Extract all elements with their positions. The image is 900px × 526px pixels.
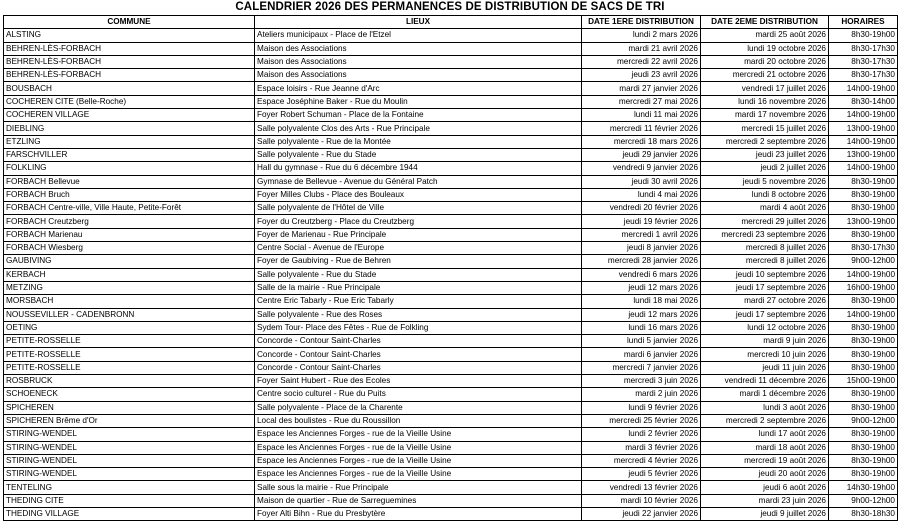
date2-cell: mercredi 2 septembre 2026 — [701, 135, 829, 148]
table-row — [4, 494, 898, 507]
commune-cell: COCHEREN VILLAGE — [4, 109, 255, 122]
lieu-cell: Sydem Tour- Place des Fêtes - Rue de Folkling — [255, 321, 582, 334]
date2-cell: mardi 27 octobre 2026 — [701, 295, 829, 308]
date2-cell: mercredi 15 juillet 2026 — [701, 122, 829, 135]
date1-cell: vendredi 13 février 2026 — [582, 481, 701, 494]
horaires-cell: 13h00-19h00 — [829, 122, 898, 135]
lieu-cell: Foyer du Creutzberg - Place du Creutzberg — [255, 215, 582, 228]
table-row — [4, 295, 898, 308]
date1-cell: mardi 10 février 2026 — [582, 494, 701, 507]
header-date1: DATE 1ERE DISTRIBUTION — [582, 16, 701, 29]
lieu-cell: Foyer Milles Clubs - Place des Bouleaux — [255, 188, 582, 201]
date1-cell: lundi 2 février 2026 — [582, 428, 701, 441]
lieu-cell: Salle polyvalente - Rue du Stade — [255, 268, 582, 281]
header-horaires: HORAIRES — [829, 16, 898, 29]
commune-cell: FORBACH Bellevue — [4, 175, 255, 188]
commune-cell: PETITE-ROSSELLE — [4, 335, 255, 348]
date1-cell: mercredi 25 février 2026 — [582, 414, 701, 427]
header-lieux: LIEUX — [255, 16, 582, 29]
date2-cell: jeudi 5 novembre 2026 — [701, 175, 829, 188]
horaires-cell: 14h00-19h00 — [829, 268, 898, 281]
commune-cell: NOUSSEVILLER - CADENBRONN — [4, 308, 255, 321]
date1-cell: jeudi 12 mars 2026 — [582, 281, 701, 294]
lieu-cell: Espace les Anciennes Forges - rue de la Vieille Usine — [255, 468, 582, 481]
commune-cell: SPICHEREN Brême d'Or — [4, 414, 255, 427]
table-row — [4, 481, 898, 494]
date1-cell: jeudi 23 avril 2026 — [582, 69, 701, 82]
lieu-cell: Salle polyvalente Clos des Arts - Rue Principale — [255, 122, 582, 135]
horaires-cell: 8h30-17h30 — [829, 42, 898, 55]
table-row — [4, 82, 898, 95]
lieu-cell: Concorde - Contour Saint-Charles — [255, 348, 582, 361]
date2-cell: jeudi 10 septembre 2026 — [701, 268, 829, 281]
date2-cell: jeudi 11 juin 2026 — [701, 361, 829, 374]
horaires-cell: 15h00-19h00 — [829, 375, 898, 388]
date2-cell: lundi 16 novembre 2026 — [701, 95, 829, 108]
table-row — [4, 42, 898, 55]
horaires-cell: 8h30-17h30 — [829, 242, 898, 255]
date1-cell: lundi 18 mai 2026 — [582, 295, 701, 308]
date2-cell: lundi 17 août 2026 — [701, 428, 829, 441]
horaires-cell: 13h00-19h00 — [829, 148, 898, 161]
lieu-cell: Foyer Robert Schuman - Place de la Fontaine — [255, 109, 582, 122]
lieu-cell: Foyer Alti Bihn - Rue du Presbytère — [255, 507, 582, 520]
table-row — [4, 388, 898, 401]
commune-cell: TENTELING — [4, 481, 255, 494]
commune-cell: STIRING-WENDEL — [4, 468, 255, 481]
commune-cell: STIRING-WENDEL — [4, 454, 255, 467]
horaires-cell: 8h30-19h00 — [829, 202, 898, 215]
commune-cell: BEHREN-LÈS-FORBACH — [4, 55, 255, 68]
date1-cell: mardi 2 juin 2026 — [582, 388, 701, 401]
date1-cell: jeudi 29 janvier 2026 — [582, 148, 701, 161]
date1-cell: mercredi 4 février 2026 — [582, 454, 701, 467]
date1-cell: jeudi 19 février 2026 — [582, 215, 701, 228]
date1-cell: jeudi 5 février 2026 — [582, 468, 701, 481]
horaires-cell: 8h30-19h00 — [829, 348, 898, 361]
commune-cell: BOUSBACH — [4, 82, 255, 95]
horaires-cell: 8h30-19h00 — [829, 295, 898, 308]
table-row — [4, 361, 898, 374]
commune-cell: GAUBIVING — [4, 255, 255, 268]
date1-cell: mercredi 1 avril 2026 — [582, 228, 701, 241]
lieu-cell: Gymnase de Bellevue - Avenue du Général Patch — [255, 175, 582, 188]
commune-cell: OETING — [4, 321, 255, 334]
table-row — [4, 175, 898, 188]
date2-cell: mercredi 8 juillet 2026 — [701, 255, 829, 268]
lieu-cell: Centre socio culturel - Rue du Puits — [255, 388, 582, 401]
commune-cell: DIEBLING — [4, 122, 255, 135]
date1-cell: mercredi 22 avril 2026 — [582, 55, 701, 68]
lieu-cell: Espace les Anciennes Forges - rue de la Vieille Usine — [255, 428, 582, 441]
distribution-table — [3, 15, 898, 521]
lieu-cell: Foyer de Marienau - Rue Principale — [255, 228, 582, 241]
commune-cell: COCHEREN CITE (Belle-Roche) — [4, 95, 255, 108]
lieu-cell: Foyer Saint Hubert - Rue des Ecoles — [255, 375, 582, 388]
table-row — [4, 414, 898, 427]
date1-cell: lundi 11 mai 2026 — [582, 109, 701, 122]
table-row — [4, 122, 898, 135]
lieu-cell: Maison des Associations — [255, 69, 582, 82]
date1-cell: vendredi 20 février 2026 — [582, 202, 701, 215]
date1-cell: lundi 5 janvier 2026 — [582, 335, 701, 348]
date1-cell: lundi 9 février 2026 — [582, 401, 701, 414]
horaires-cell: 9h00-12h00 — [829, 255, 898, 268]
commune-cell: FORBACH Centre-ville, Ville Haute, Petite-Forêt — [4, 202, 255, 215]
lieu-cell: Espace les Anciennes Forges - rue de la Vieille Usine — [255, 454, 582, 467]
horaires-cell: 8h30-19h00 — [829, 361, 898, 374]
date1-cell: mercredi 7 janvier 2026 — [582, 361, 701, 374]
commune-cell: THEDING CITE — [4, 494, 255, 507]
date2-cell: mardi 23 juin 2026 — [701, 494, 829, 507]
header-row — [4, 16, 898, 29]
date2-cell: mardi 17 novembre 2026 — [701, 109, 829, 122]
table-row — [4, 428, 898, 441]
date2-cell: jeudi 17 septembre 2026 — [701, 308, 829, 321]
date2-cell: jeudi 20 août 2026 — [701, 468, 829, 481]
date2-cell: mercredi 8 juillet 2026 — [701, 242, 829, 255]
date2-cell: mercredi 21 octobre 2026 — [701, 69, 829, 82]
horaires-cell: 8h30-19h00 — [829, 29, 898, 42]
table-row — [4, 281, 898, 294]
table-row — [4, 507, 898, 520]
horaires-cell: 8h30-19h00 — [829, 335, 898, 348]
table-row — [4, 135, 898, 148]
table-row — [4, 148, 898, 161]
commune-cell: PETITE-ROSSELLE — [4, 361, 255, 374]
table-row — [4, 55, 898, 68]
date1-cell: jeudi 30 avril 2026 — [582, 175, 701, 188]
table-row — [4, 268, 898, 281]
horaires-cell: 8h30-19h00 — [829, 468, 898, 481]
horaires-cell: 8h30-19h00 — [829, 401, 898, 414]
date1-cell: mercredi 11 février 2026 — [582, 122, 701, 135]
date2-cell: jeudi 2 juillet 2026 — [701, 162, 829, 175]
date2-cell: mercredi 2 septembre 2026 — [701, 414, 829, 427]
date2-cell: jeudi 17 septembre 2026 — [701, 281, 829, 294]
commune-cell: SPICHEREN — [4, 401, 255, 414]
commune-cell: BEHREN-LÈS-FORBACH — [4, 69, 255, 82]
table-row — [4, 401, 898, 414]
table-row — [4, 242, 898, 255]
table-row — [4, 29, 898, 42]
table-row — [4, 441, 898, 454]
commune-cell: PETITE-ROSSELLE — [4, 348, 255, 361]
date2-cell: vendredi 17 juillet 2026 — [701, 82, 829, 95]
date2-cell: mardi 25 août 2026 — [701, 29, 829, 42]
commune-cell: MORSBACH — [4, 295, 255, 308]
table-row — [4, 215, 898, 228]
lieu-cell: Salle polyvalente de l'Hôtel de Ville — [255, 202, 582, 215]
date1-cell: lundi 4 mai 2026 — [582, 188, 701, 201]
date1-cell: lundi 2 mars 2026 — [582, 29, 701, 42]
table-row — [4, 255, 898, 268]
date1-cell: jeudi 8 janvier 2026 — [582, 242, 701, 255]
commune-cell: METZING — [4, 281, 255, 294]
lieu-cell: Foyer de Gaubiving - Rue de Behren — [255, 255, 582, 268]
horaires-cell: 9h00-12h00 — [829, 414, 898, 427]
lieu-cell: Salle polyvalente - Rue de la Montée — [255, 135, 582, 148]
date2-cell: mardi 18 août 2026 — [701, 441, 829, 454]
date1-cell: mercredi 27 mai 2026 — [582, 95, 701, 108]
horaires-cell: 14h00-19h00 — [829, 308, 898, 321]
date1-cell: lundi 16 mars 2026 — [582, 321, 701, 334]
commune-cell: STIRING-WENDEL — [4, 428, 255, 441]
lieu-cell: Espace loisirs - Rue Jeanne d'Arc — [255, 82, 582, 95]
date2-cell: lundi 19 octobre 2026 — [701, 42, 829, 55]
horaires-cell: 13h00-19h00 — [829, 215, 898, 228]
date2-cell: mardi 9 juin 2026 — [701, 335, 829, 348]
table-row — [4, 321, 898, 334]
table-row — [4, 468, 898, 481]
lieu-cell: Salle polyvalente - Place de la Charente — [255, 401, 582, 414]
horaires-cell: 8h30-18h30 — [829, 507, 898, 520]
horaires-cell: 8h30-17h30 — [829, 55, 898, 68]
horaires-cell: 8h30-19h00 — [829, 175, 898, 188]
date1-cell: vendredi 9 janvier 2026 — [582, 162, 701, 175]
date2-cell: jeudi 9 juillet 2026 — [701, 507, 829, 520]
horaires-cell: 8h30-19h00 — [829, 441, 898, 454]
header-commune: COMMUNE — [4, 16, 255, 29]
table-row — [4, 375, 898, 388]
lieu-cell: Maison des Associations — [255, 42, 582, 55]
date2-cell: jeudi 6 août 2026 — [701, 481, 829, 494]
table-row — [4, 348, 898, 361]
lieu-cell: Espace Joséphine Baker - Rue du Moulin — [255, 95, 582, 108]
date2-cell: mardi 4 août 2026 — [701, 202, 829, 215]
horaires-cell: 8h30-19h00 — [829, 188, 898, 201]
commune-cell: FOLKLING — [4, 162, 255, 175]
lieu-cell: Salle sous la mairie - Rue Principale — [255, 481, 582, 494]
table-row — [4, 162, 898, 175]
horaires-cell: 8h30-14h00 — [829, 95, 898, 108]
lieu-cell: Salle polyvalente - Rue des Roses — [255, 308, 582, 321]
commune-cell: FORBACH Wiesberg — [4, 242, 255, 255]
table-row — [4, 335, 898, 348]
commune-cell: FORBACH Marienau — [4, 228, 255, 241]
lieu-cell: Maison de quartier - Rue de Sarreguemines — [255, 494, 582, 507]
lieu-cell: Salle polyvalente - Rue du Stade — [255, 148, 582, 161]
commune-cell: SCHOENECK — [4, 388, 255, 401]
horaires-cell: 8h30-19h00 — [829, 388, 898, 401]
table-row — [4, 109, 898, 122]
horaires-cell: 8h30-19h00 — [829, 228, 898, 241]
lieu-cell: Hall du gymnase - Rue du 6 décembre 1944 — [255, 162, 582, 175]
horaires-cell: 14h00-19h00 — [829, 109, 898, 122]
horaires-cell: 9h00-12h00 — [829, 494, 898, 507]
horaires-cell: 8h30-19h00 — [829, 454, 898, 467]
horaires-cell: 14h00-19h00 — [829, 135, 898, 148]
lieu-cell: Ateliers municipaux - Place de l'Etzel — [255, 29, 582, 42]
commune-cell: STIRING-WENDEL — [4, 441, 255, 454]
date1-cell: mardi 27 janvier 2026 — [582, 82, 701, 95]
date2-cell: mercredi 10 juin 2026 — [701, 348, 829, 361]
date2-cell: vendredi 11 décembre 2026 — [701, 375, 829, 388]
date1-cell: jeudi 22 janvier 2026 — [582, 507, 701, 520]
date1-cell: mardi 3 février 2026 — [582, 441, 701, 454]
date2-cell: jeudi 23 juillet 2026 — [701, 148, 829, 161]
commune-cell: FARSCHVILLER — [4, 148, 255, 161]
horaires-cell: 14h30-19h00 — [829, 481, 898, 494]
date2-cell: mardi 1 décembre 2026 — [701, 388, 829, 401]
commune-cell: THEDING VILLAGE — [4, 507, 255, 520]
horaires-cell: 8h30-19h00 — [829, 428, 898, 441]
horaires-cell: 14h00-19h00 — [829, 82, 898, 95]
date2-cell: mercredi 19 août 2026 — [701, 454, 829, 467]
date1-cell: mercredi 18 mars 2026 — [582, 135, 701, 148]
lieu-cell: Centre Social - Avenue de l'Europe — [255, 242, 582, 255]
table-row — [4, 308, 898, 321]
lieu-cell: Local des boulistes - Rue du Roussillon — [255, 414, 582, 427]
date2-cell: mercredi 29 juillet 2026 — [701, 215, 829, 228]
date1-cell: jeudi 12 mars 2026 — [582, 308, 701, 321]
date1-cell: mercredi 3 juin 2026 — [582, 375, 701, 388]
lieu-cell: Maison des Associations — [255, 55, 582, 68]
commune-cell: ETZLING — [4, 135, 255, 148]
horaires-cell: 14h00-19h00 — [829, 162, 898, 175]
commune-cell: ROSBRUCK — [4, 375, 255, 388]
table-row — [4, 454, 898, 467]
page-title: CALENDRIER 2026 DES PERMANENCES DE DISTRIBUTION DE SACS DE TRI — [235, 1, 665, 13]
commune-cell: KERBACH — [4, 268, 255, 281]
header-date2: DATE 2EME DISTRIBUTION — [701, 16, 829, 29]
horaires-cell: 16h00-19h00 — [829, 281, 898, 294]
date2-cell: lundi 3 août 2026 — [701, 401, 829, 414]
date1-cell: mardi 6 janvier 2026 — [582, 348, 701, 361]
table-row — [4, 95, 898, 108]
table-row — [4, 69, 898, 82]
date2-cell: lundi 8 octobre 2026 — [701, 188, 829, 201]
lieu-cell: Espace les Anciennes Forges - rue de la Vieille Usine — [255, 441, 582, 454]
table-row — [4, 228, 898, 241]
date2-cell: lundi 12 octobre 2026 — [701, 321, 829, 334]
lieu-cell: Centre Eric Tabarly - Rue Eric Tabarly — [255, 295, 582, 308]
commune-cell: ALSTING — [4, 29, 255, 42]
date1-cell: vendredi 6 mars 2026 — [582, 268, 701, 281]
commune-cell: FORBACH Creutzberg — [4, 215, 255, 228]
commune-cell: FORBACH Bruch — [4, 188, 255, 201]
date1-cell: mardi 21 avril 2026 — [582, 42, 701, 55]
lieu-cell: Concorde - Contour Saint-Charles — [255, 335, 582, 348]
table-row — [4, 188, 898, 201]
horaires-cell: 8h30-19h00 — [829, 321, 898, 334]
horaires-cell: 8h30-17h30 — [829, 69, 898, 82]
table-row — [4, 202, 898, 215]
lieu-cell: Concorde - Contour Saint-Charles — [255, 361, 582, 374]
date1-cell: mercredi 28 janvier 2026 — [582, 255, 701, 268]
date2-cell: mercredi 23 septembre 2026 — [701, 228, 829, 241]
lieu-cell: Salle de la mairie - Rue Principale — [255, 281, 582, 294]
commune-cell: BEHREN-LÈS-FORBACH — [4, 42, 255, 55]
date2-cell: mardi 20 octobre 2026 — [701, 55, 829, 68]
